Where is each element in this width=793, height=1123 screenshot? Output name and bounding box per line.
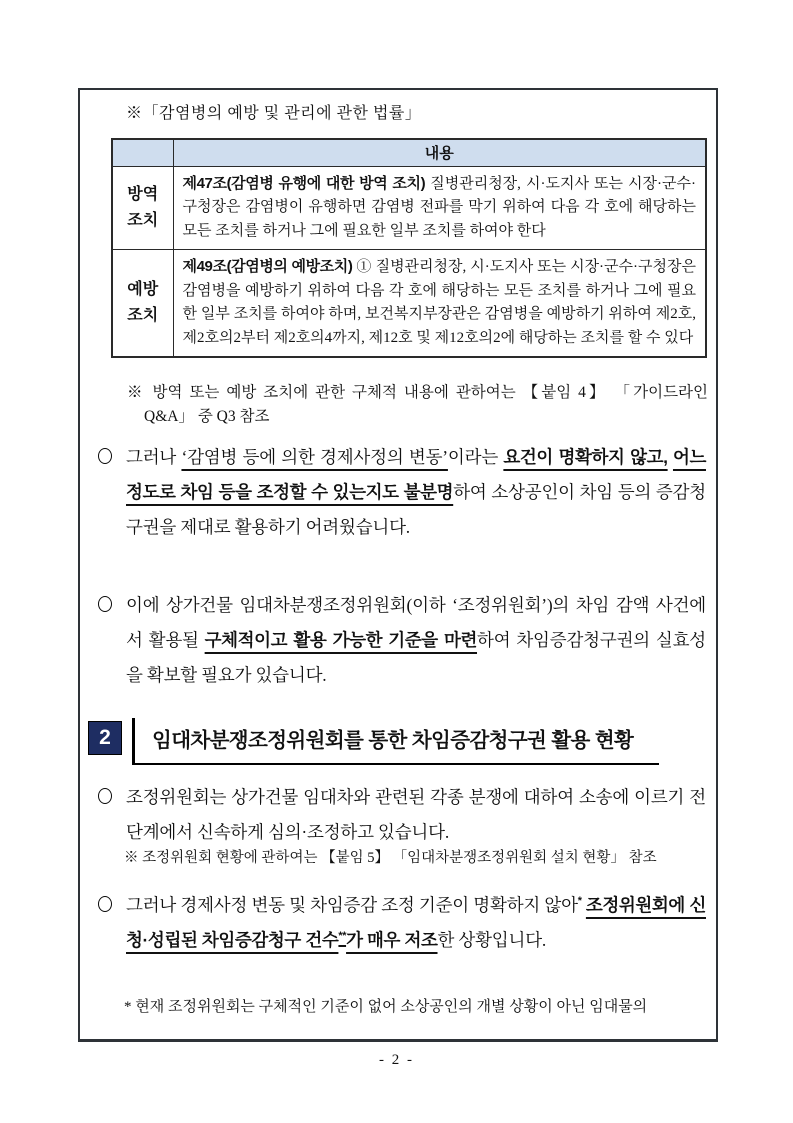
row-content: 제47조(감염병 유행에 대한 방역 조치) 질병관리청장, 시·도지사 또는 시장·군수·구청장은 감염병이 유행하면 감염병 전파를 막기 위하여 다음 각 호에 해당하는 모든 조치를 하거나 그에 필요한 일부 조치를 하여야 한다	[173, 166, 706, 250]
page-number: - 2 -	[379, 1052, 414, 1068]
row-label: 방역 조치	[112, 166, 173, 250]
paragraph-text: 이에 상가건물 임대차분쟁조정위원회(이하 ‘조정위원회’)의 차임 감액 사건에서 활용될 구체적이고 활용 가능한 기준을 마련하여 차임증감청구권의 실효성을 확보할 필요가 있습니다.	[126, 595, 706, 685]
paragraph-text: 그러나 경제사정 변동 및 차임증감 조정 기준이 명확하지 않아* 조정위원회에 신청·성립된 차임증감청구 건수**가 매우 저조한 상황입니다.	[126, 895, 706, 950]
circle-bullet-icon	[98, 896, 112, 912]
committee-status-note: ※ 조정위원회 현황에 관하여는 【붙임 5】 「임대차분쟁조정위원회 설치 현황」 참조	[124, 850, 657, 866]
paragraph-committee-role	[96, 780, 706, 850]
table-header-row	[112, 139, 706, 166]
paragraph-need-standards	[96, 588, 706, 693]
section-title-wrap	[132, 718, 659, 765]
content-border-box	[78, 88, 718, 1042]
circle-bullet-icon	[98, 788, 112, 804]
section-number-badge: 2	[88, 721, 122, 755]
row-label: 예방 조치	[112, 250, 173, 358]
table-reference-note: ※ 방역 또는 예방 조치에 관한 구체적 내용에 관하여는 【붙임 4】 「가이드라인 Q&A」 중 Q3 참조	[127, 384, 708, 425]
table-corner-cell	[112, 139, 173, 166]
table-row-quarantine-measures	[112, 166, 706, 250]
asterisk-footnote: * 현재 조정위원회는 구체적인 기준이 없어 소상공인의 개별 상황이 아닌 임대물의	[124, 999, 648, 1015]
paragraph-requirement-unclear	[96, 440, 706, 545]
table-header-cell: 내용	[173, 139, 706, 166]
circle-bullet-icon	[98, 448, 112, 464]
row-content: 제49조(감염병의 예방조치) ① 질병관리청장, 시·도지사 또는 시장·군수·구청장은 감염병을 예방하기 위하여 다음 각 호에 해당하는 모든 조치를 하거나 그에 필요한 일부 조치를 하여야 하며, 보건복지부장관은 감염병을 예방하기 위하여 제2호, 제2호의2부터 제2호의4까지, 제12호 및 제12호의2에 해당하는 조치를 할 수 있다	[173, 250, 706, 358]
law-articles-table	[111, 138, 707, 358]
section-title: 임대차분쟁조정위원회를 통한 차임증감청구권 활용 현황	[152, 729, 634, 752]
section-2-header	[88, 718, 659, 765]
paragraph-text: 조정위원회는 상가건물 임대차와 관련된 각종 분쟁에 대하여 소송에 이르기 전 단계에서 신속하게 심의·조정하고 있습니다.	[126, 787, 706, 842]
circle-bullet-icon	[98, 596, 112, 612]
paragraph-text: 그러나 ‘감염병 등에 의한 경제사정의 변동’이라는 요건이 명확하지 않고, 어느 정도로 차임 등을 조정할 수 있는지도 불분명하여 소상공인이 차임 등의 증감청구권을 제대로 활용하기 어려웠습니다.	[126, 447, 706, 537]
paragraph-low-case-numbers	[96, 888, 706, 958]
table-row-prevention-measures	[112, 250, 706, 358]
law-reference-note: ※「감염병의 예방 및 관리에 관한 법률」	[126, 105, 422, 122]
